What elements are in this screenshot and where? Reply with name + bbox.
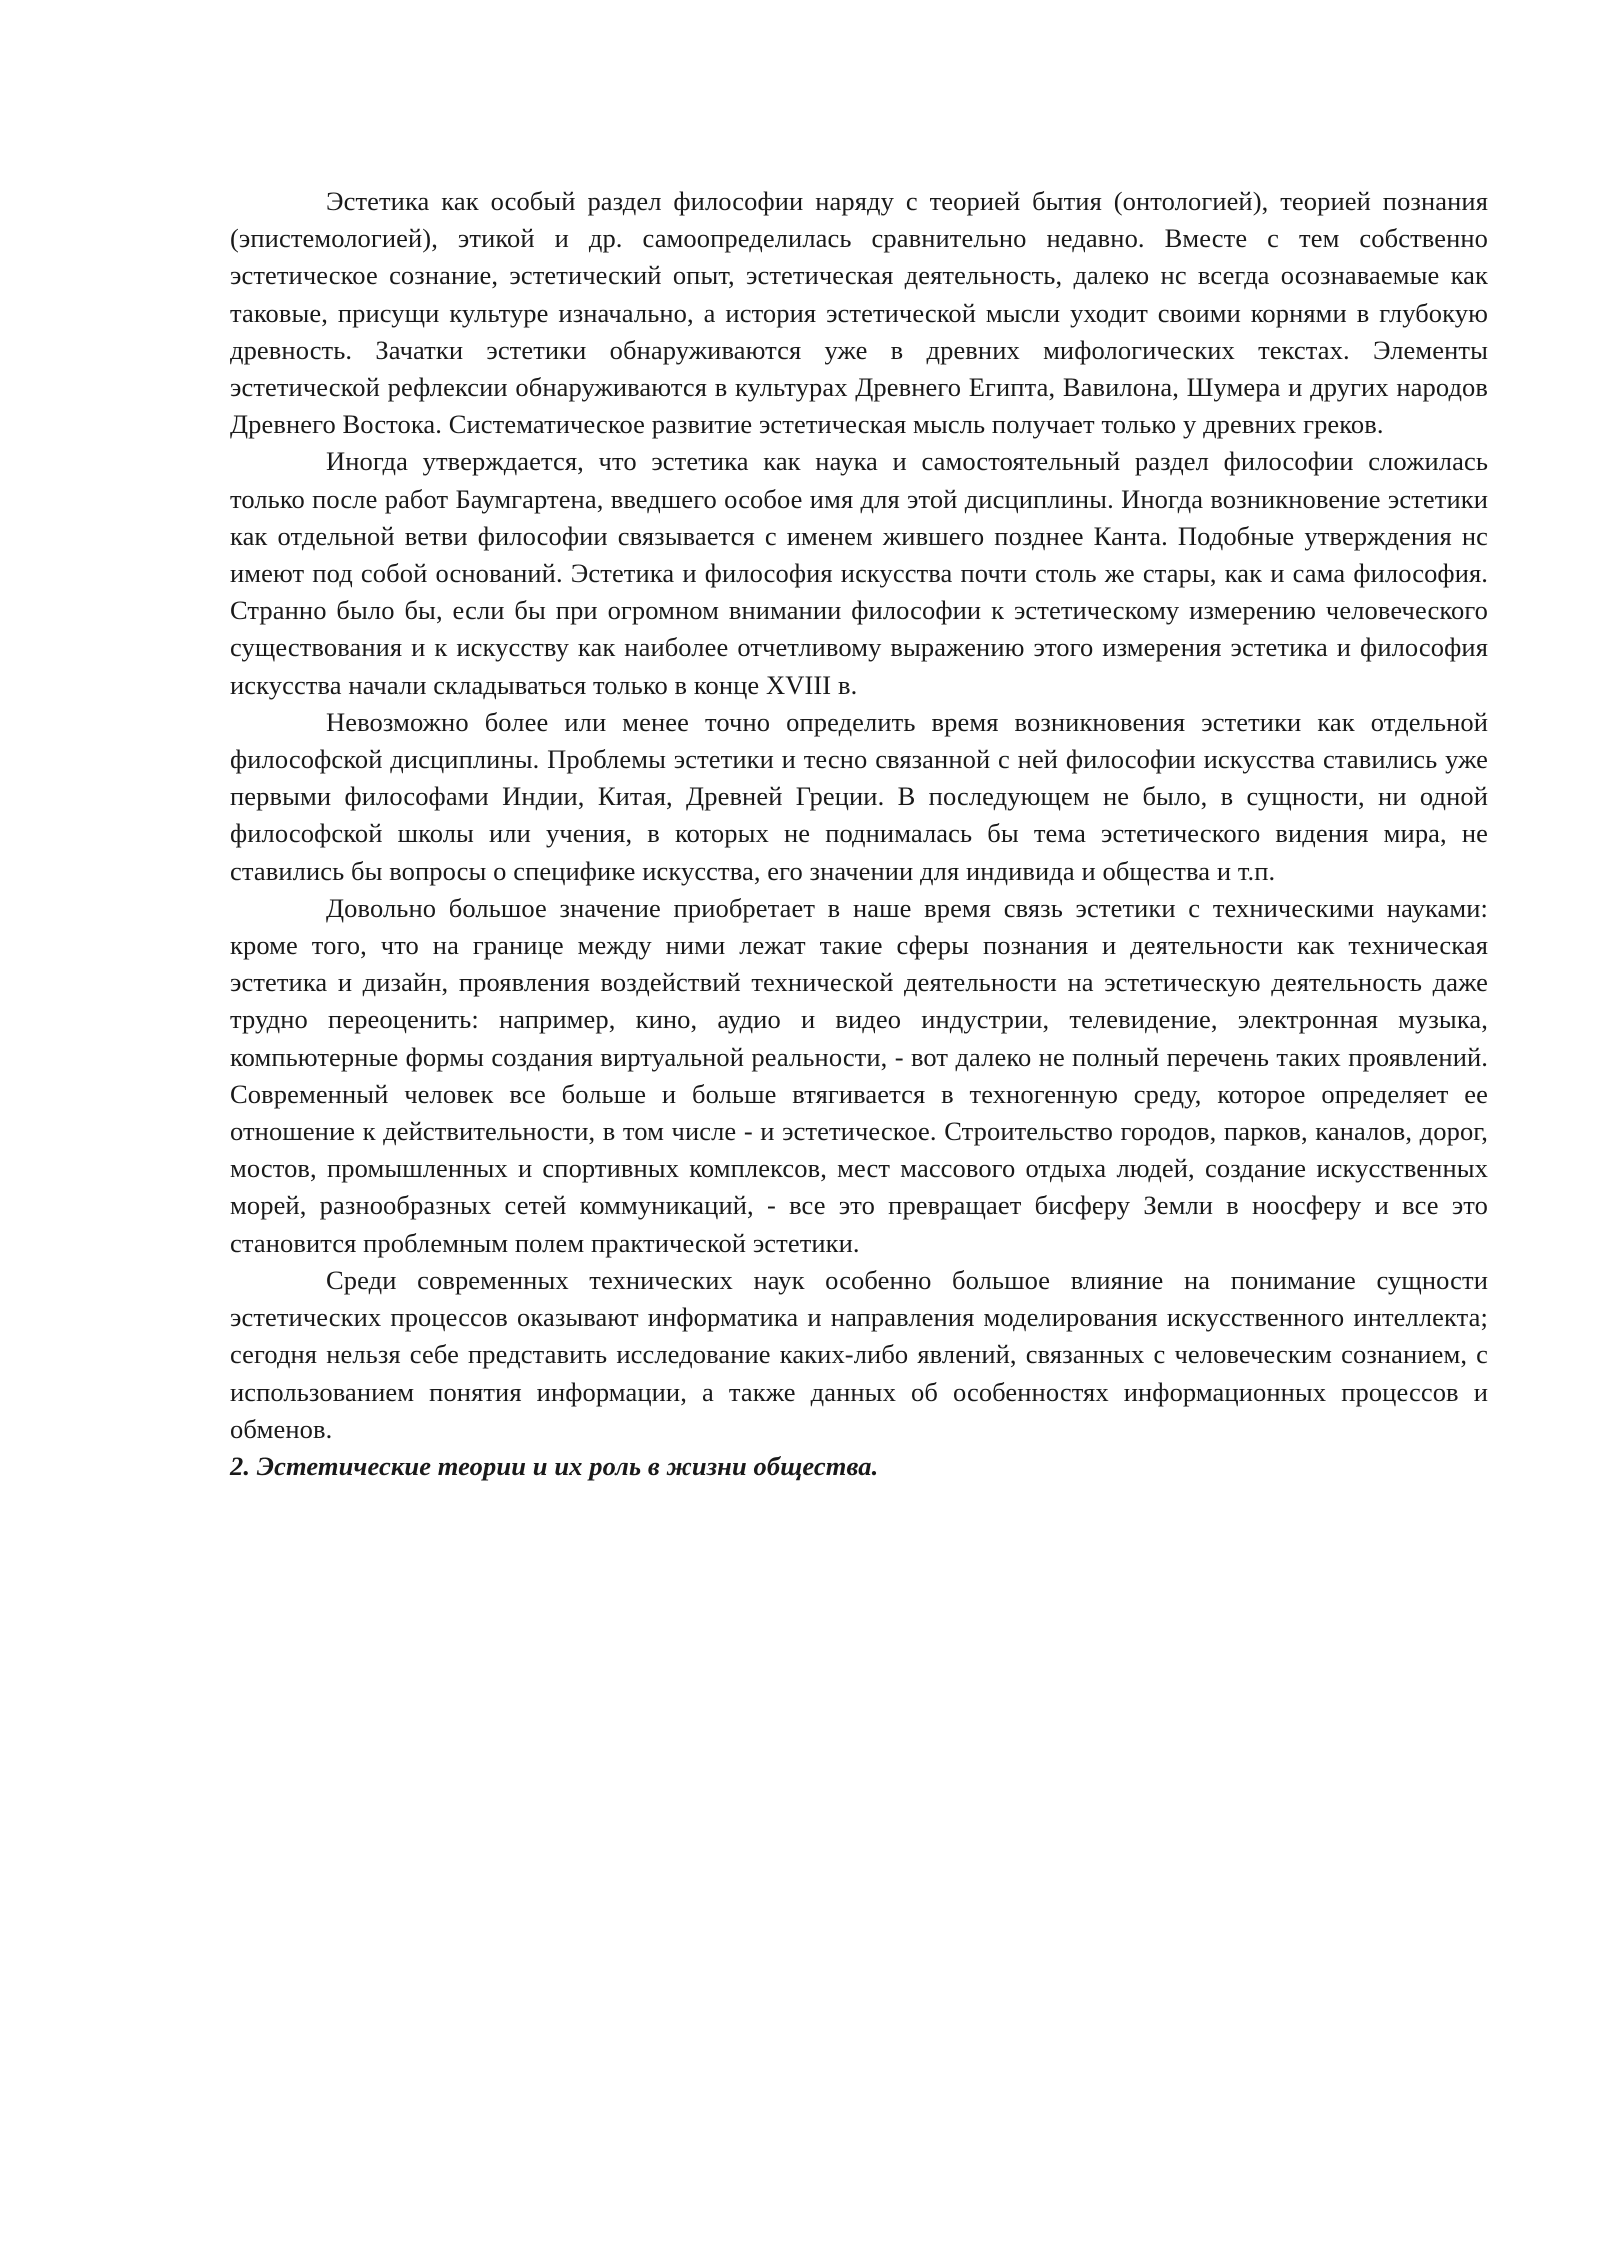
paragraph-5: Среди современных технических наук особенно большое влияние на понимание сущности эстетических процессов оказывают информатика и направления моделирования искусственного интеллекта; сегодня нельзя себе представить исследование каких-либо явлений, связанных с человеческим сознанием, с использованием понятия информации, а также данных об особенностях информационных процессов и обменов. bbox=[230, 1264, 1488, 1444]
paragraph-2: Иногда утверждается, что эстетика как наука и самостоятельный раздел философии сложилась только после работ Баумгартена, введшего особое имя для этой дисциплины. Иногда возникновение эстетики как отдельной ветви философии связывается с именем жившего позднее Канта. Подобные утверждения нс имеют под собой оснований. Эстетика и философия искусства почти столь же стары, как и сама философия. Странно было бы, если бы при огромном внимании философии к эстетическому измерению человеческого существования и к искусству как наиболее отчетливому выражению этого измерения эстетика и философия искусства начали складываться только в конце XVIII в. bbox=[230, 446, 1488, 700]
section-heading: 2. Эстетические теории и их роль в жизни общества. bbox=[230, 1450, 879, 1481]
paragraph-4: Довольно большое значение приобретает в наше время связь эстетики с техническими науками: кроме того, что на границе между ними лежат такие сферы познания и деятельности как техническая эстетика и дизайн, проявления воздействий технической деятельности на эстетическую деятельность даже трудно переоценить: например, кино, аудио и видео индустрии, телевидение, электронная музыка, компьютерные формы создания виртуальной реальности, - вот далеко не полный перечень таких проявлений. Современный человек все больше и больше втягивается в техногенную среду, которое определяет ее отношение к действительности, в том числе - и эстетическое. Строительство городов, парков, каналов, дорог, мостов, промышленных и спортивных комплексов, мест массового отдыха людей, создание искусственных морей, разнообразных сетей коммуникаций, - все это превращает бисферу Земли в ноосферу и все это становится проблемным полем практической эстетики. bbox=[230, 892, 1488, 1258]
document-page bbox=[230, 183, 1488, 1485]
paragraph-1: Эстетика как особый раздел философии наряду с теорией бытия (онтологией), теорией познания (эпистемологией), этикой и др. самоопределилась сравнительно недавно. Вместе с тем собственно эстетическое сознание, эстетический опыт, эстетическая деятельность, далеко нс всегда осознаваемые как таковые, присущи культуре изначально, а история эстетической мысли уходит своими корнями в глубокую древность. Зачатки эстетики обнаруживаются уже в древних мифологических текстах. Элементы эстетической рефлексии обнаруживаются в культурах Древнего Египта, Вавилона, Шумера и других народов Древнего Востока. Систематическое развитие эстетическая мысль получает только у древних греков. bbox=[230, 186, 1488, 440]
paragraph-3: Невозможно более или менее точно определить время возникновения эстетики как отдельной философской дисциплины. Проблемы эстетики и тесно связанной с ней философии искусства ставились уже первыми философами Индии, Китая, Древней Греции. В последующем не было, в сущности, ни одной философской школы или учения, в которых не поднималась бы тема эстетического видения мира, не ставились бы вопросы о специфике искусства, его значении для индивида и общества и т.п. bbox=[230, 706, 1488, 886]
